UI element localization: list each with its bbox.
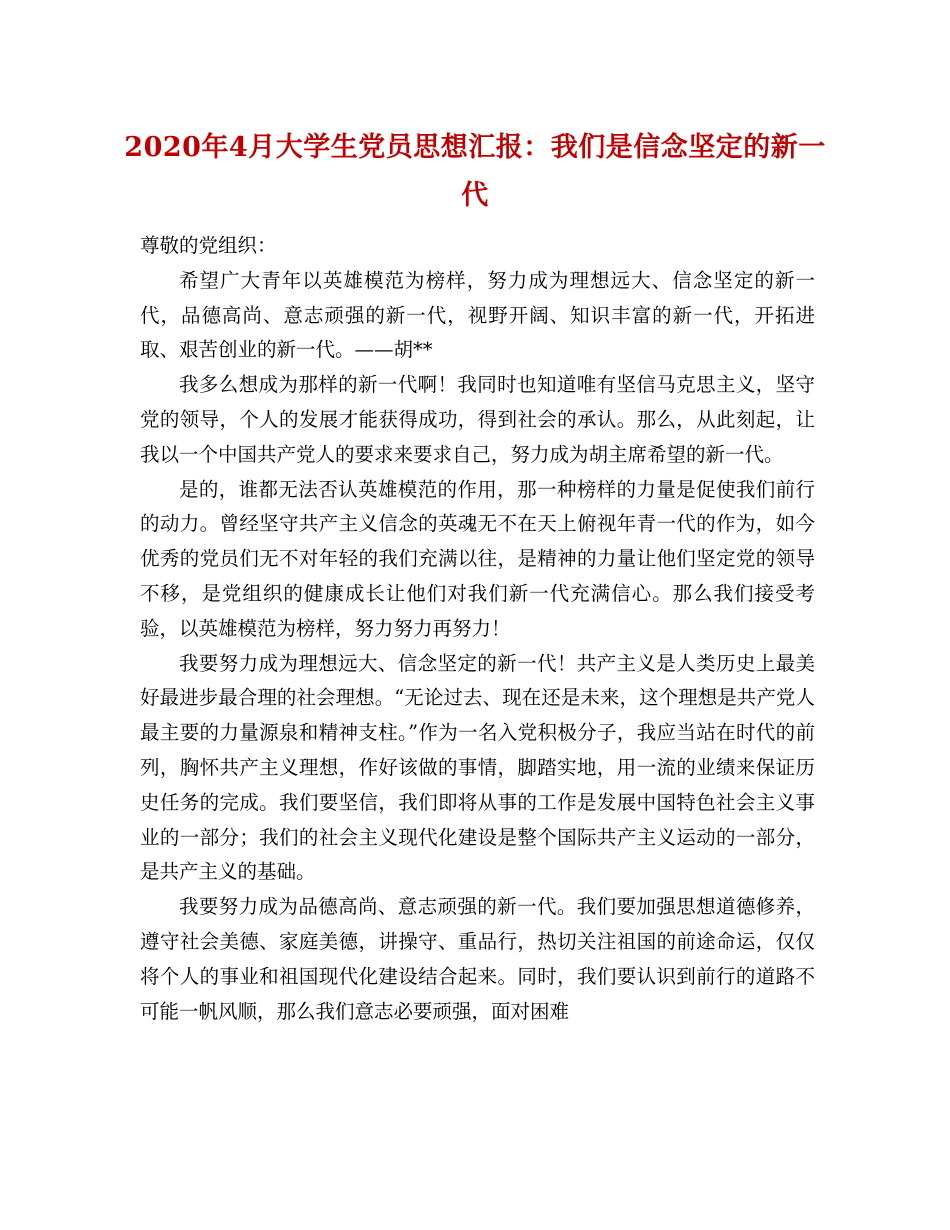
paragraph-2: 我多么想成为那样的新一代啊！我同时也知道唯有坚信马克思主义，坚守党的领导，个人的发展才能获得成功，得到社会的承认。那么，从此刻起，让我以一个中国共产党人的要求来要求自己，努力成为胡主席希望的新一代。 [140,373,815,466]
document-body [140,229,815,1029]
document-title: 2020年4月大学生党员思想汇报：我们是信念坚定的新一代 [124,132,826,211]
paragraph-1: 希望广大青年以英雄模范为榜样，努力成为理想远大、信念坚定的新一代，品德高尚、意志顽强的新一代，视野开阔、知识丰富的新一代，开拓进取、艰苦创业的新一代。——胡** [140,268,815,362]
paragraph-4: 我要努力成为理想远大、信念坚定的新一代！共产主义是人类历史上最美好最进步最合理的社会理想。“无论过去、现在还是未来，这个理想是共产党人最主要的力量源泉和精神支柱。”作为一名入党积极分子，我应当站在时代的前列，胸怀共产主义理想，作好该做的事情，脚踏实地，用一流的业绩来保证历史任务的完成。我们要坚信，我们即将从事的工作是发展中国特色社会主义事业的一部分；我们的社会主义现代化建设是整个国际共产主义运动的一部分，是共产主义的基础。 [140,651,815,884]
paragraph-3: 是的，谁都无法否认英雄模范的作用，那一种榜样的力量是促使我们前行的动力。曾经坚守共产主义信念的英魂无不在天上俯视年青一代的作为，如今优秀的党员们无不对年轻的我们充满以往，是精神的力量让他们坚定党的领导不移，是党组织的健康成长让他们对我们新一代充满信心。那么我们接受考验，以英雄模范为榜样，努力努力再努力！ [140,477,815,640]
paragraph-5: 我要努力成为品德高尚、意志顽强的新一代。我们要加强思想道德修养，遵守社会美德、家庭美德，讲操守、重品行，热切关注祖国的前途命运，仅仅将个人的事业和祖国现代化建设结合起来。同时，我们要认识到前行的道路不可能一帆风顺，那么我们意志必要顽强，面对困难 [140,895,815,1023]
salutation: 尊敬的党组织： [140,234,277,257]
